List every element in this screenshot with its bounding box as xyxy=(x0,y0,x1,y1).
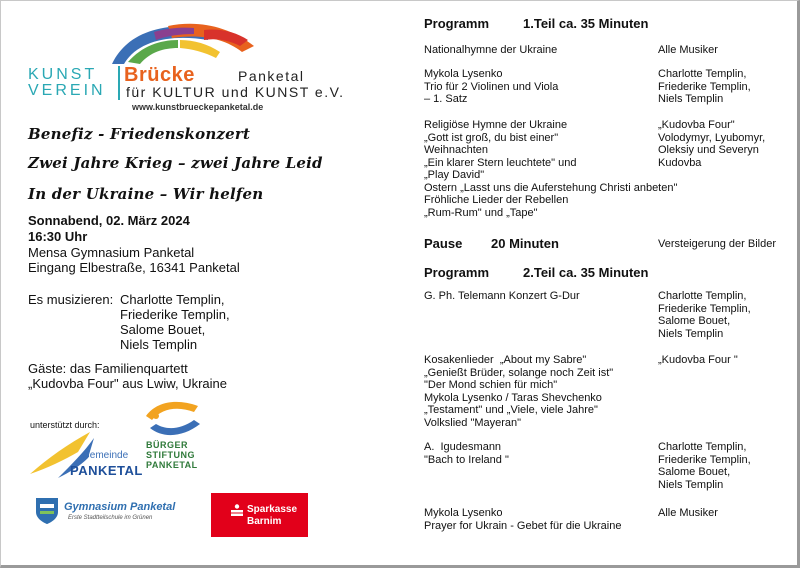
p5-right: „Kudovba Four " xyxy=(658,354,738,366)
venue-line-1: Mensa Gymnasium Panketal xyxy=(28,245,195,260)
logo-divider xyxy=(118,66,120,100)
gymnasium-logo xyxy=(34,494,184,530)
p3-left-7: Fröhliche Lieder der Rebellen xyxy=(424,194,569,206)
p3-left-8: „Rum-Rum" und „Tape" xyxy=(424,206,538,219)
gemeinde-panketal-logo xyxy=(28,428,143,480)
kunstverein-logo xyxy=(28,22,358,114)
p2-left-2: Trio für 2 Violinen und Viola xyxy=(424,80,559,93)
sparkasse-text: Sparkasse xyxy=(247,504,298,515)
p4-right-4: Niels Templin xyxy=(658,327,724,340)
p5-left-4: Mykola Lysenko / Taras Shevchenko xyxy=(424,391,602,404)
pause-duration: 20 Minuten xyxy=(491,236,559,251)
event-date: Sonnabend, 02. März 2024 xyxy=(28,213,190,228)
programm-2-part: 2.Teil ca. 35 Minuten xyxy=(523,265,649,280)
gymnasium-sub: Erste Stadtteilschule im Grünen xyxy=(68,515,153,521)
musicians-label: Es musizieren: xyxy=(28,292,114,307)
logo-verein: VEREIN xyxy=(28,82,106,99)
supported-label: unterstützt durch: xyxy=(30,420,100,430)
logo-url: www.kunstbrueckepanketal.de xyxy=(132,102,264,112)
buerger-text-1: BÜRGER xyxy=(146,440,189,450)
p3-right-1: „Kudovba Four" xyxy=(658,119,735,131)
bridge-arch-icon xyxy=(108,22,258,66)
p5-left-2: „Genießt Brüder, solange noch Zeit ist" xyxy=(424,366,614,379)
p2-left-3: – 1. Satz xyxy=(424,93,468,105)
p5-left-5: „Testament" und „Viele, viele Jahre" xyxy=(424,404,598,416)
p2-right-3: Niels Templin xyxy=(658,93,724,105)
buergerstiftung-logo xyxy=(140,398,210,476)
p2-right-2: Friederike Templin, xyxy=(658,80,751,93)
p4-left: G. Ph. Telemann Konzert G-Dur xyxy=(424,290,580,302)
musician-3: Salome Bouet, xyxy=(120,322,206,337)
p3-left-6: Ostern „Lasst uns die Auferstehung Christi anbeten" xyxy=(424,181,678,194)
p6-right-4: Niels Templin xyxy=(658,478,724,491)
p4-right-3: Salome Bouet, xyxy=(658,315,731,327)
title-line-3: In der Ukraine – Wir helfen xyxy=(28,185,264,203)
p5-left-3: "Der Mond schien für mich" xyxy=(424,379,558,391)
p1-right: Alle Musiker xyxy=(658,44,718,56)
p4-right-2: Friederike Templin, xyxy=(658,302,751,315)
sparkasse-s-icon xyxy=(231,504,243,518)
p6-right-3: Salome Bouet, xyxy=(658,466,731,478)
p7-right: Alle Musiker xyxy=(658,507,718,519)
event-time: 16:30 Uhr xyxy=(28,229,88,244)
p4-right-1: Charlotte Templin, xyxy=(658,290,747,302)
gymnasium-name: Gymnasium Panketal xyxy=(64,501,176,513)
p2-right-1: Charlotte Templin, xyxy=(658,68,747,80)
venue-line-2: Eingang Elbestraße, 16341 Panketal xyxy=(28,260,240,275)
title-line-1: Benefiz - Friedenskonzert xyxy=(28,125,251,143)
school-crest-icon xyxy=(34,496,60,526)
gemeinde-text: Gemeinde xyxy=(82,450,129,461)
p3-right-2: Volodymyr, Lyubomyr, xyxy=(658,131,766,144)
p7-left-2: Prayer for Ukrain - Gebet für die Ukraine xyxy=(424,519,622,532)
pause-label: Pause xyxy=(424,236,463,251)
p6-left-1: A. Igudesmann xyxy=(424,441,502,453)
sparkasse-logo xyxy=(211,493,308,537)
p3-right-4: Kudovba xyxy=(658,156,702,169)
musician-4: Niels Templin xyxy=(120,337,198,352)
guests-line-1: Gäste: das Familienquartett xyxy=(28,361,188,376)
programm-1-part: 1.Teil ca. 35 Minuten xyxy=(523,16,649,31)
p6-right-2: Friederike Templin, xyxy=(658,453,751,466)
p3-left-2: „Gott ist groß, du bist einer" xyxy=(424,131,559,144)
buerger-text-3: PANKETAL xyxy=(146,460,198,470)
logo-kunst: KUNST xyxy=(28,66,98,83)
p3-right-3: Oleksiy und Severyn xyxy=(658,144,759,156)
programm-2-label: Programm xyxy=(424,265,490,280)
p5-left-1: Kosakenlieder „About my Sabre" xyxy=(424,354,587,366)
p7-left-1: Mykola Lysenko xyxy=(424,507,503,519)
p6-left-2: "Bach to Ireland " xyxy=(424,453,509,466)
buerger-text-2: STIFTUNG xyxy=(146,450,195,460)
hands-icon xyxy=(142,398,204,438)
musician-2: Friederike Templin, xyxy=(120,307,230,322)
p3-left-4: „Ein klarer Stern leuchtete" und xyxy=(424,156,577,169)
p6-right-1: Charlotte Templin, xyxy=(658,441,747,453)
p3-left-1: Religiöse Hymne der Ukraine xyxy=(424,119,568,131)
guests-line-2: „Kudovba Four" aus Lwiw, Ukraine xyxy=(28,376,227,391)
programm-1-label: Programm xyxy=(424,16,490,31)
p1-left: Nationalhymne der Ukraine xyxy=(424,44,558,56)
p2-left-1: Mykola Lysenko xyxy=(424,68,503,80)
barnim-text: Barnim xyxy=(247,516,282,527)
p3-left-3: Weihnachten xyxy=(424,144,489,156)
p5-left-6: Volkslied "Mayeran" xyxy=(424,416,522,429)
logo-fuer-kultur: für KULTUR und KUNST e.V. xyxy=(126,84,345,100)
title-line-2: Zwei Jahre Krieg – zwei Jahre Leid xyxy=(28,154,323,172)
logo-bruecke: Brücke xyxy=(124,64,195,86)
pause-note: Versteigerung der Bilder xyxy=(658,238,777,250)
p3-left-5: „Play David" xyxy=(424,169,485,181)
gemeinde-panketal-text: PANKETAL xyxy=(70,463,143,478)
musician-1: Charlotte Templin, xyxy=(120,292,225,307)
logo-panketal: Panketal xyxy=(238,68,305,84)
